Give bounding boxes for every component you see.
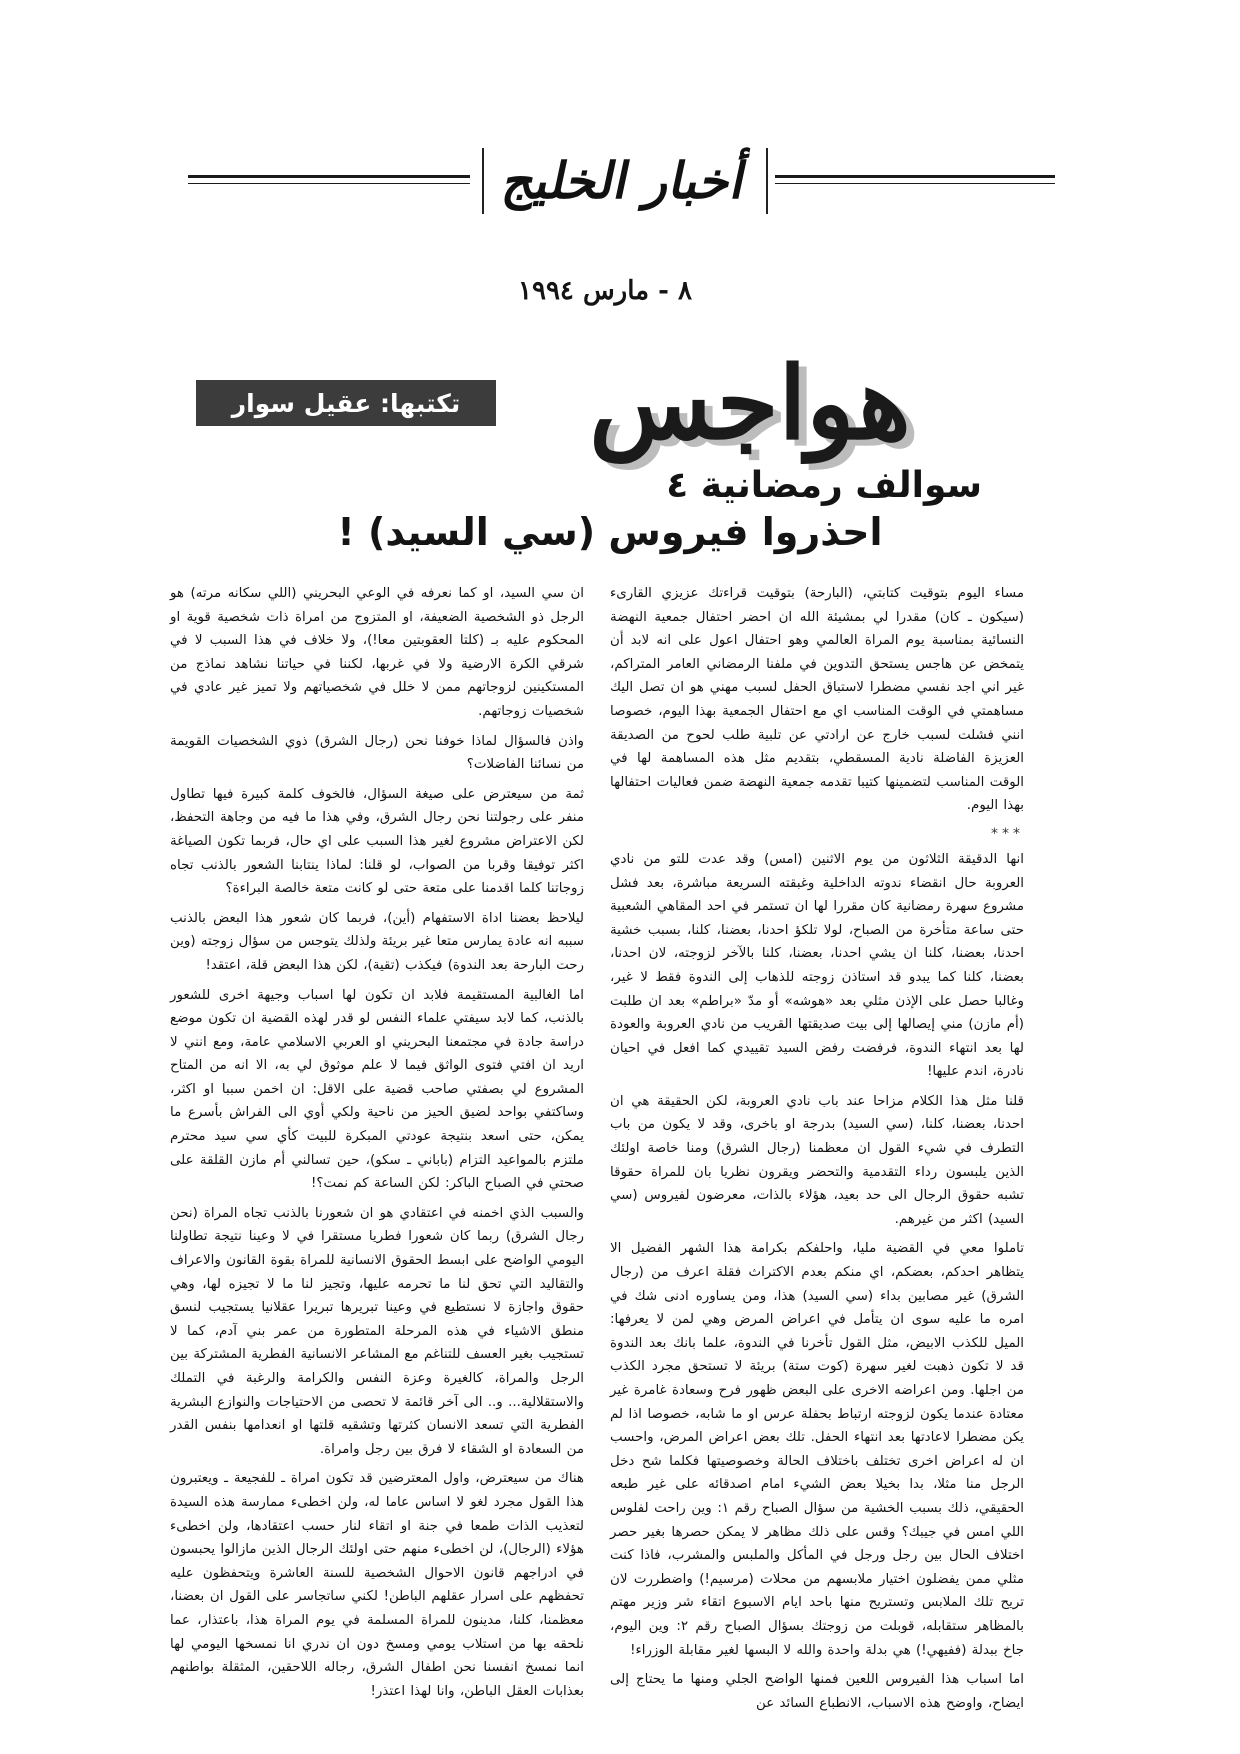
article-headline: احذروا فيروس (سي السيد) !	[337, 510, 883, 554]
paragraph: ثمة من سيعترض على صيغة السؤال، فالخوف كلمة كبيرة فيها تطاول منفر على رجولتنا نحن رجال الشرق، وفي هذا ما فيه من وجاهة التحفظ، لكن الاعتراض مشروع لغير هذا السبب على اي حال، فربما تكون الصياغة اكثر توفيقا وقربا من الصواب، لو قلنا: لماذا ينتابنا الشعور بالذنب تجاه زوجاتنا كلما اقدمنا على متعة حتى لو كانت متعة خالصة البراءة؟	[170, 786, 584, 897]
masthead-rule-right-thin	[775, 183, 1055, 184]
paragraph: تاملوا معي في القضية مليا، واحلفكم بكرامة هذا الشهر الفضيل الا يتظاهر احدكم، بعضكم، اي منكم بعدم الاكتراث فقلة اعرف من (رجال الشرق) غير مصابين بداء (سي السيد) هذا، ومن يساوره ادنى شك في امره ما عليه سوى ان يتأمل في اعراض المرض وهي لمن لا يعرفها: الميل للكذب الابيض، مثل القول تأخرنا في الندوة، علما بانك بعد الندوة قد لا تكون ذهبت لغير سهرة (كوت ستة) بريئة لا تستحق مجرد الكذب من اجلها. ومن اعراضه الاخرى على البعض ظهور فرح وسعادة غامرة غير معتادة عندما يكون لزوجته ارتباط بحفلة عرس او ما شابه، خصوصا اذا لم يكن مضطرا لاعادتها بعد انتهاء الحفل. تلك بعض اعراض المرض، واحسب ان له اعراض اخرى تختلف باختلاف الحالة وخصوصيتها فكلما شح دخل الرجل منا مثلا، بدا بخيلا بعض الشيء امام اصدقائه على غير طبعه الحقيقي، ذلك بسبب الخشية من سؤال الصباح رقم ١: وين راحت لفلوس اللي امس في جيبك؟ وقس على ذلك مظاهر لا يمكن حصرها بغير حصر اختلاف الحال بين رجل ورجل في المأكل والملبس والمشرب، فاذا كنت مثلي ممن يفضلون اختيار ملابسهم من محلات (مرسيم!) واضطررت لان تريح تلك الملابس وتستريح منها باحد ايام الاسبوع اتقاء شر وزير مهتم بالمظاهر ستقابله، قوبلت من زوجتك بسؤال الصباح رقم ٢: وين اليوم، جاخ ببدلة (ففيهي!) هي بدلة واحدة والله لا البسها لغير مقابلة الوزراء!	[610, 1241, 1024, 1658]
section-divider: ***	[991, 825, 1024, 842]
paragraph: ليلاحظ بعضنا اداة الاستفهام (أين)، فربما كان شعور هذا البعض بالذنب سببه انه عادة يمارس متعا غير بريئة ولذلك يتوجس من سؤال زوجته (وين رحت البارحة بعد الندوة) فيكذب (تقية)، لكن هذا البعض قلة، اعتقد!	[170, 910, 584, 973]
paragraph: هناك من سيعترض، واول المعترضين قد تكون امراة ـ للفجيعة ـ ويعتبرون هذا القول مجرد لغو لا اساس عاما له، ولن اخطىء ممارسة هذه السيدة لتعذيب الذات طمعا في جنة او اتقاء لنار حسب اعتقادها، ولن اخطىء هؤلاء (الرجال)، لن اخطىء منهم حتى اولئك الرجال الذين مازالوا يحبسون في ادراجهم قانون الاحوال الشخصية للسنة العاشرة ويتحفظون عليه تحفظهم على اسرار عقلهم الباطن! لكني ساتجاسر على القول ان بعضنا، معظمنا، كلنا، مدينون للمراة المسلمة في يوم المراة هذا، باعتذار، عما نلحقه بها من استلاب يومي ومسخ دون ان ندري انا نمسخها اليومي لها انما نمسخ انفسنا نحن اطفال الشرق، رجاله اللاحقين، المثقلة بواطنهم بعذابات العقل الباطن، وانا لهذا اعتذر!	[170, 1471, 584, 1699]
paragraph: ان سي السيد، او كما نعرفه في الوعي البحريني (اللي سكانه مرته) هو الرجل ذو الشخصية الضعيفة، او المتزوج من امراة ذات شخصية قوية او المحكوم عليه بـ (كلتا العقوبتين معا!)، ولا خلاف في هذا السبب لا في شرقي الكرة الارضية ولا في غربها، لكننا في حياتنا نشاهد نماذج من المستكينين لزوجاتهم ممن لا خلل في شخصياتهم ولا تميز غير عادي في شخصيات زوجاتهم.	[170, 586, 584, 719]
masthead-rule-right	[775, 175, 1055, 178]
paragraph: انها الدقيقة الثلاثون من يوم الاثنين (امس) وقد عدت للتو من نادي العروبة حال انقضاء ندوته الداخلية وغبقته السريعة مباشرة، بعد فشل مشروع سهرة رمضانية كان مقررا لها ان تستمر في احد المقاهي الشعبية حتى ساعة متأخرة من الصباح، لولا تلكؤ احدنا، بعضنا، كلنا، بسبب خشية احدنا، بعضنا، كلنا ان يشي احدنا، بعضنا، كلنا بالآخر لزوجته، لان احدنا، بعضنا، كلنا كما يبدو قد استاذن زوجته للذهاب إلى الندوة فقط لا غير، وغالبا حصل على الإذن مثلي بعد «هوشه» أو مدّ «براطم» بعد ان طلبت (أم مازن) مني إيصالها إلى بيت صديقتها القريب من نادي العروبة والعودة لها بعد انتهاء الندوة، فرفضت رفض السيد تقييدي كما افعل في احيان نادرة، اندم عليها!	[610, 851, 1024, 1080]
byline: تكتبها: عقيل سوار	[196, 380, 496, 426]
column-title: هواجس	[589, 343, 911, 462]
article-column-right	[610, 582, 1024, 1721]
article-column-left	[170, 582, 584, 1709]
paragraph: قلنا مثل هذا الكلام مزاحا عند باب نادي العروبة، لكن الحقيقة هي ان احدنا، بعضنا، كلنا، (سي السيد) بدرجة او باخرى، وقد لا يكون من باب التطرف في شيء القول ان معظمنا (رجال الشرق) ومنا خاصة اولئك الذين يلبسون رداء التقدمية والتحضر ويقرون نظريا بان للمراة حقوقا تشبه حقوق الرجال الى حد بعيد، هؤلاء بالذات، معرضون لفيروس (سي السيد) اكثر من غيرهم.	[610, 1093, 1024, 1227]
masthead-logo	[482, 148, 768, 214]
masthead-logo-text: أخبار الخليج	[497, 151, 753, 210]
paragraph: والسبب الذي اخمنه في اعتقادي هو ان شعورنا بالذنب تجاه المراة (نحن رجال الشرق) ربما كان شعورا فطريا مستقرا في لا وعينا نتيجة تطاولنا اليومي الواضح على ابسط الحقوق الانسانية للمراة بقوة القانون والاعراف والتقاليد التي تحق لنا ما تحرمه عليها، وتجيز لنا ما لا تجيزه لها، وهي حقوق واجازة لا نستطيع في وعينا تبريرها تبريرا عقلانيا يستجيب لنسق منطق الاشياء في هذه المرحلة المتطورة من عمر بني آدم، كما لا تستجيب بغير العسف للتناغم مع المشاعر الانسانية الفطرية المشتركة بين الرجل والمراة، كالغيرة وعزة النفس والكرامة والرغبة في التملك والاستقلالية... و.. الى آخر قائمة لا تحصى من الاحتياجات والنوازع البشرية الفطرية التي تسعد الانسان كثرتها وتشقيه قلتها او انعدامها بنفس القدر من السعادة او الشقاء لا فرق بين رجل وامراة.	[170, 1205, 584, 1457]
masthead-rule-left	[188, 175, 470, 178]
publication-date: ٨ - مارس ١٩٩٤	[518, 276, 692, 306]
paragraph: واذن فالسؤال لماذا خوفنا نحن (رجال الشرق) ذوي الشخصيات القويمة من نسائنا الفاضلات؟	[170, 733, 584, 773]
masthead-rule-left-thin	[188, 183, 470, 184]
paragraph: مساء اليوم بتوقيت كتابتي، (البارحة) بتوقيت قراءتك عزيزي القارىء (سيكون ـ كان) مقدرا لي بمشيئة الله ان احضر احتفال جمعية النهضة النسائية بمناسبة يوم المراة العالمي وهو احتفال اعول على انه لابد أن يتمخض عن هاجس يستحق التدوين في ملفنا الرمضاني العامر المتراكم، غير اني اجد نفسي مضطرا لاستباق الحفل لسبب مهني هو ان تصل اليك مساهمتي في الوقت المناسب اي مع احتفال الجمعية بهذا اليوم، خصوصا انني فشلت لسبب خارج عن ارادتي عن تلبية طلب لحوح من الصديقة العزيزة الفاضلة نادية المسقطي، بتقديم مثل هذه المساهمة لها في الوقت المناسب لتضمينها كتيبا تقدمه جمعية النهضة ضمن فعاليات احتفالها بهذا اليوم.	[610, 586, 1024, 814]
paragraph: اما اسباب هذا الفيروس اللعين فمنها الواضح الجلي ومنها ما يحتاج إلى ايضاح، واوضح هذه الاسباب، الانطباع السائد عن	[610, 1672, 1024, 1711]
paragraph: اما الغالبية المستقيمة فلابد ان تكون لها اسباب وجيهة اخرى للشعور بالذنب، كما لابد سيفتي علماء النفس لو قدر لهذه القضية ان تكون موضع دراسة جادة في مجتمعنا البحريني او العربي الاسلامي عامة، ومع انني لا اريد ان افتي فتوى الواثق فيما لا علم موثوق لي به، الا انه من المتاح المشروع لي بصفتي صاحب قضية على الاقل: ان اخمن سببا او اكثر، وساكتفي بواحد لضيق الحيز من ناحية ولكي أوي الى الفراش بأسرع ما يمكن، حتى اسعد بنتيجة عودتي المبكرة للبيت كأي سي سيد محترم ملتزم بالمواعيد التزام (باباني ـ سكو)، حين تسالني أم مازن القلقة على صحتي في الصباح الباكر: لكن الساعة كم نمت؟!	[170, 987, 584, 1192]
article-subtitle: سوالف رمضانية ٤	[666, 465, 982, 506]
